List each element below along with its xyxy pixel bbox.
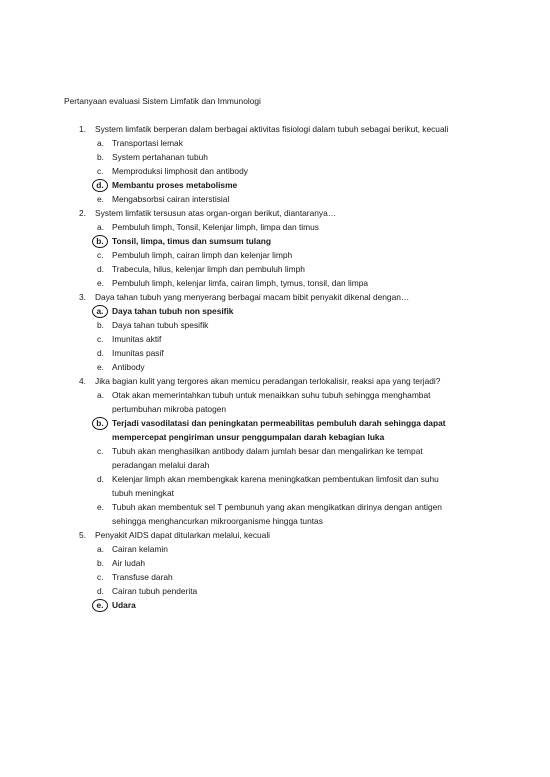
option-label: b. [97, 152, 104, 162]
option-text: Kelenjar limph akan membengkak karena meningkatkan pembentukan limfosit dan suhu [112, 474, 439, 484]
option-text: Pembuluh limph, kelenjar limfa, cairan limph, tymus, tonsil, dan limpa [112, 278, 369, 288]
option-label: e. [97, 278, 104, 288]
option-text: Tubuh akan membentuk sel T pembunuh yang akan mengikatkan dirinya dengan antigen [112, 502, 442, 512]
option-label: d. [97, 474, 104, 484]
option-label: c. [97, 166, 104, 176]
option-text-continued: tubuh meningkat [112, 488, 174, 498]
option-text: Memproduksi limphosit dan antibody [112, 166, 248, 176]
option-label: c. [97, 572, 104, 582]
option-text: Udara [112, 600, 136, 610]
question-number: 1. [79, 124, 86, 134]
option-text: Pembuluh limph, Tonsil, Kelenjar limph, limpa dan timus [112, 222, 319, 232]
option-label-circled: b. [92, 417, 108, 430]
option-text: System pertahanan tubuh [112, 152, 208, 162]
option-text: Imunitas pasif [112, 348, 164, 358]
question-number: 4. [79, 376, 86, 386]
option-text: Transportasi lemak [112, 138, 183, 148]
question-text: Daya tahan tubuh yang menyerang berbagai macam bibit penyakit dikenal dengan… [95, 292, 410, 302]
option-text: Mengabsorbsi cairan interstisial [112, 194, 230, 204]
document-title: Pertanyaan evaluasi Sistem Limfatik dan Immunologi [64, 96, 261, 106]
option-text-continued: peradangan melalui darah [112, 460, 210, 470]
option-label: d. [97, 264, 104, 274]
option-label: d. [97, 586, 104, 596]
option-label: a. [97, 544, 104, 554]
option-text-continued: mempercepat pengiriman unsur penggumpalan darah kebagian luka [112, 432, 385, 442]
question-number: 5. [79, 530, 86, 540]
option-label: c. [97, 250, 104, 260]
option-text: Daya tahan tubuh non spesifik [112, 306, 234, 316]
option-label: e. [97, 194, 104, 204]
option-text: Cairan kelamin [112, 544, 168, 554]
option-text: Imunitas aktif [112, 334, 162, 344]
option-text: Tonsil, limpa, timus dan sumsum tulang [112, 236, 271, 246]
option-label: a. [97, 390, 104, 400]
question-number: 2. [79, 208, 86, 218]
option-text: Antibody [112, 362, 145, 372]
option-text: Cairan tubuh penderita [112, 586, 198, 596]
option-text: Transfuse darah [112, 572, 173, 582]
option-label-circled: d. [92, 179, 108, 192]
option-label-circled: a. [92, 305, 108, 318]
option-label: c. [97, 446, 104, 456]
option-label: e. [97, 362, 104, 372]
option-label: b. [97, 558, 104, 568]
option-text: Daya tahan tubuh spesifik [112, 320, 209, 330]
option-text: Pembuluh limph, cairan limph dan kelenjar limph [112, 250, 293, 260]
option-text: Terjadi vasodilatasi dan peningkatan permeabilitas pembuluh darah sehingga dapat [112, 418, 446, 428]
question-text: System limfatik berperan dalam berbagai aktivitas fisiologi dalam tubuh sebagai berikut, kecuali [95, 124, 449, 134]
option-label: b. [97, 320, 104, 330]
option-label: d. [97, 348, 104, 358]
option-text: Membantu proses metabolisme [112, 180, 238, 190]
question-text: System limfatik tersusun atas organ-organ berikut, diantaranya… [95, 208, 337, 218]
option-label: c. [97, 334, 104, 344]
option-label: e. [97, 502, 104, 512]
option-text: Otak akan memerintahkan tubuh untuk menaikkan suhu tubuh sehingga menghambat [112, 390, 431, 400]
question-number: 3. [79, 292, 86, 302]
option-label: a. [97, 222, 104, 232]
option-text: Air ludah [112, 558, 146, 568]
option-label: a. [97, 138, 104, 148]
option-text-continued: pertumbuhan mikroba patogen [112, 404, 227, 414]
question-text: Penyakit AIDS dapat ditularkan melalui, kecuali [95, 530, 271, 540]
option-label-circled: b. [92, 235, 108, 248]
question-text: Jika bagian kulit yang tergores akan memicu peradangan terlokalisir, reaksi apa yang terjadi? [95, 376, 441, 386]
option-text: Tubuh akan menghasilkan antibody dalam jumlah besar dan mengalirkan ke tempat [112, 446, 423, 456]
option-text: Trabecula, hilus, kelenjar limph dan pembuluh limph [112, 264, 305, 274]
option-text-continued: sehingga menghancurkan mikroorganisme hingga tuntas [112, 516, 323, 526]
option-label-circled: e. [92, 599, 108, 612]
